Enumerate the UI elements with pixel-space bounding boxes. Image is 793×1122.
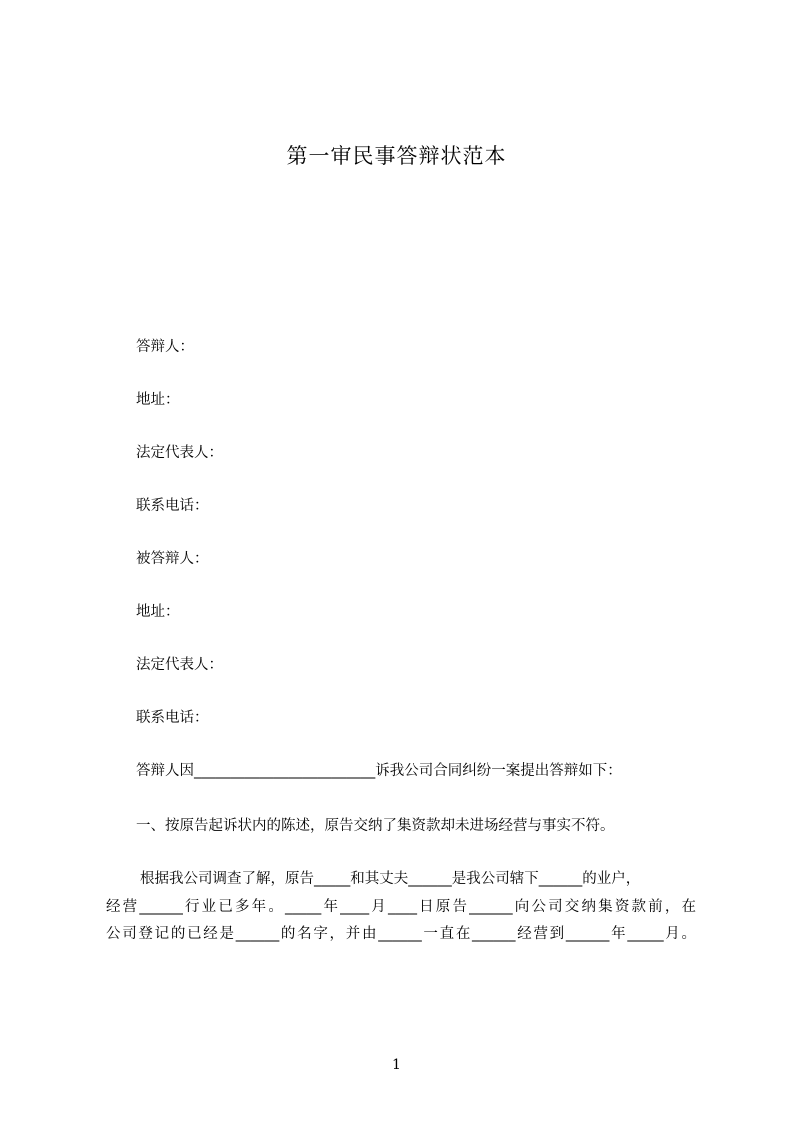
body-line-3: 公司登记的已经是______的名字，并由______一直在______经营到______年_____月。 xyxy=(106,926,696,942)
body-line-1: 根据我公司调查了解，原告_____和其丈夫______是我公司辖下______的业户， xyxy=(140,871,641,887)
respondent-address-label: 地址： xyxy=(136,392,180,408)
body-line-2: 经营______行业已多年。_____年____月____日原告______向公司交纳集资款前，在 xyxy=(106,899,696,915)
respondent-legal-rep-label: 法定代表人： xyxy=(136,445,223,461)
plaintiff-legal-rep-label: 法定代表人： xyxy=(136,657,223,673)
intro-line: 答辩人因_________________________诉我公司合同纠纷一案提出答辩如下： xyxy=(136,763,622,779)
page-number: 1 xyxy=(392,1057,401,1073)
respondent-label: 答辩人： xyxy=(136,339,194,355)
plaintiff-phone-label: 联系电话： xyxy=(136,710,209,726)
document-title: 第一审民事答辩状范本 xyxy=(286,144,507,168)
section-1-heading: 一、按原告起诉状内的陈述，原告交纳了集资款却未进场经营与事实不符。 xyxy=(136,818,615,834)
respondent-phone-label: 联系电话： xyxy=(136,498,209,514)
plaintiff-label: 被答辩人： xyxy=(136,551,209,567)
plaintiff-address-label: 地址： xyxy=(136,604,180,620)
